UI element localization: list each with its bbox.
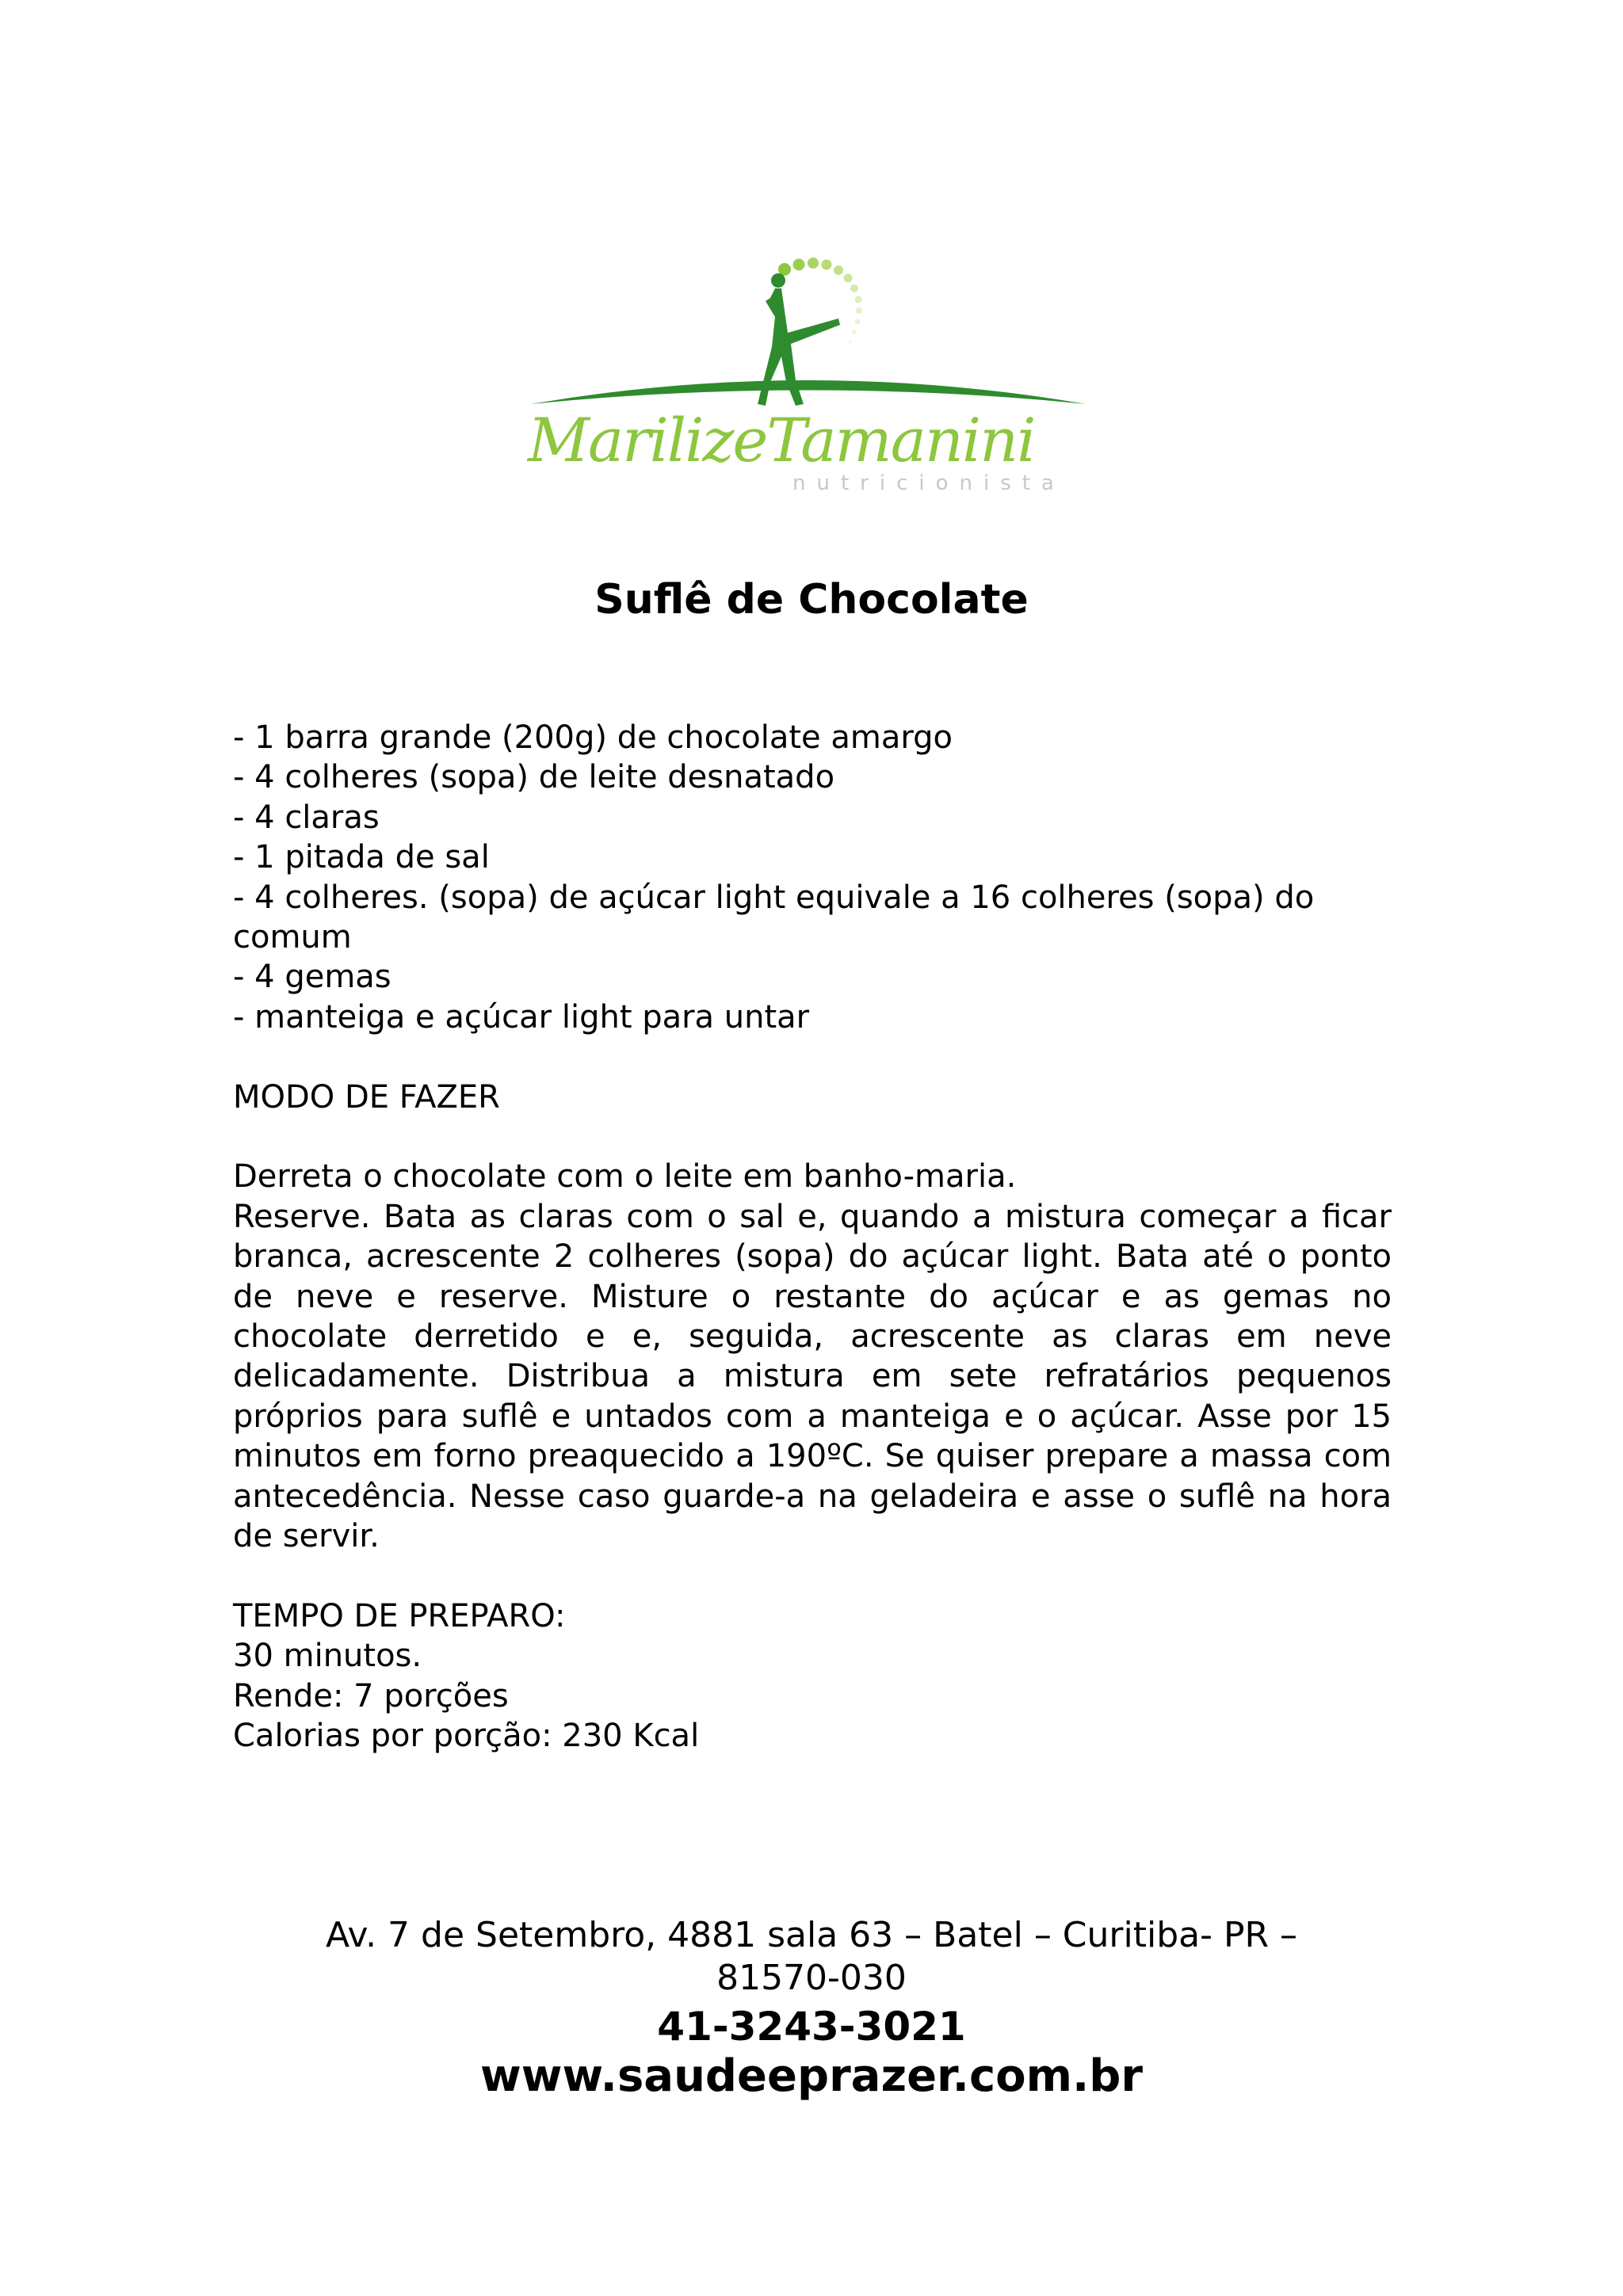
logo-subtitle: nutricionista (792, 471, 1065, 495)
page-title: Suflê de Chocolate (594, 576, 1029, 624)
logo (523, 254, 1094, 499)
prep-calories: Calorias por porção: 230 Kcal (233, 1718, 700, 1755)
ingredient-item-continued: comum (233, 919, 352, 956)
ingredient-item: - 4 gemas (233, 959, 391, 996)
ingredient-item: - manteiga e açúcar light para untar (233, 998, 810, 1035)
footer-website[interactable]: www.saudeeprazer.com.br (480, 2050, 1143, 2102)
method-text: Reserve. Bata as claras com o sal e, quando a mistura começar a ficar branca, acrescente 2 colheres (sopa) do açúcar light. Bata até o ponto de neve e reserve. Misture o restante do açúcar e as gemas no chocolate derretido e e, seguida, acrescente as claras em neve delicadamente. Distribua a mistura em sete refratários pequenos próprios para suflê e untados com a manteiga e o açúcar. Asse por 15 minutos em forno preaquecido a 190ºC. Se quiser prepare a massa com antecedência. Nesse caso guarde-a na geladeira e asse o suflê na hora de servir. (233, 1198, 1392, 1555)
logo-name: MarilizeTamanini (528, 405, 1035, 475)
ingredients-list (233, 718, 1392, 1037)
ingredient-item: - 4 colheres (sopa) de leite desnatado (233, 759, 835, 796)
recipe-body (233, 718, 1392, 1756)
footer-phone: 41-3243-3021 (657, 2004, 966, 2050)
prep-yield: Rende: 7 porções (233, 1677, 509, 1714)
prep-time: 30 minutos. (233, 1638, 422, 1675)
logo-arc (531, 380, 1086, 404)
method-heading: MODO DE FAZER (233, 1078, 500, 1116)
ingredient-item: - 4 colheres. (sopa) de açúcar light equivale a 16 colheres (sopa) do (233, 879, 1315, 916)
ingredient-item: - 1 pitada de sal (233, 839, 490, 876)
footer (0, 1914, 1623, 2103)
ingredient-item: - 1 barra grande (200g) de chocolate amargo (233, 719, 953, 756)
ingredient-item: - 4 claras (233, 799, 380, 836)
footer-address: Av. 7 de Setembro, 4881 sala 63 – Batel – Curitiba- PR – 81570-030 (325, 1915, 1298, 1998)
method-first-line: Derreta o chocolate com o leite em banho-maria. (233, 1158, 1017, 1196)
prep-heading: TEMPO DE PREPARO: (233, 1597, 566, 1634)
